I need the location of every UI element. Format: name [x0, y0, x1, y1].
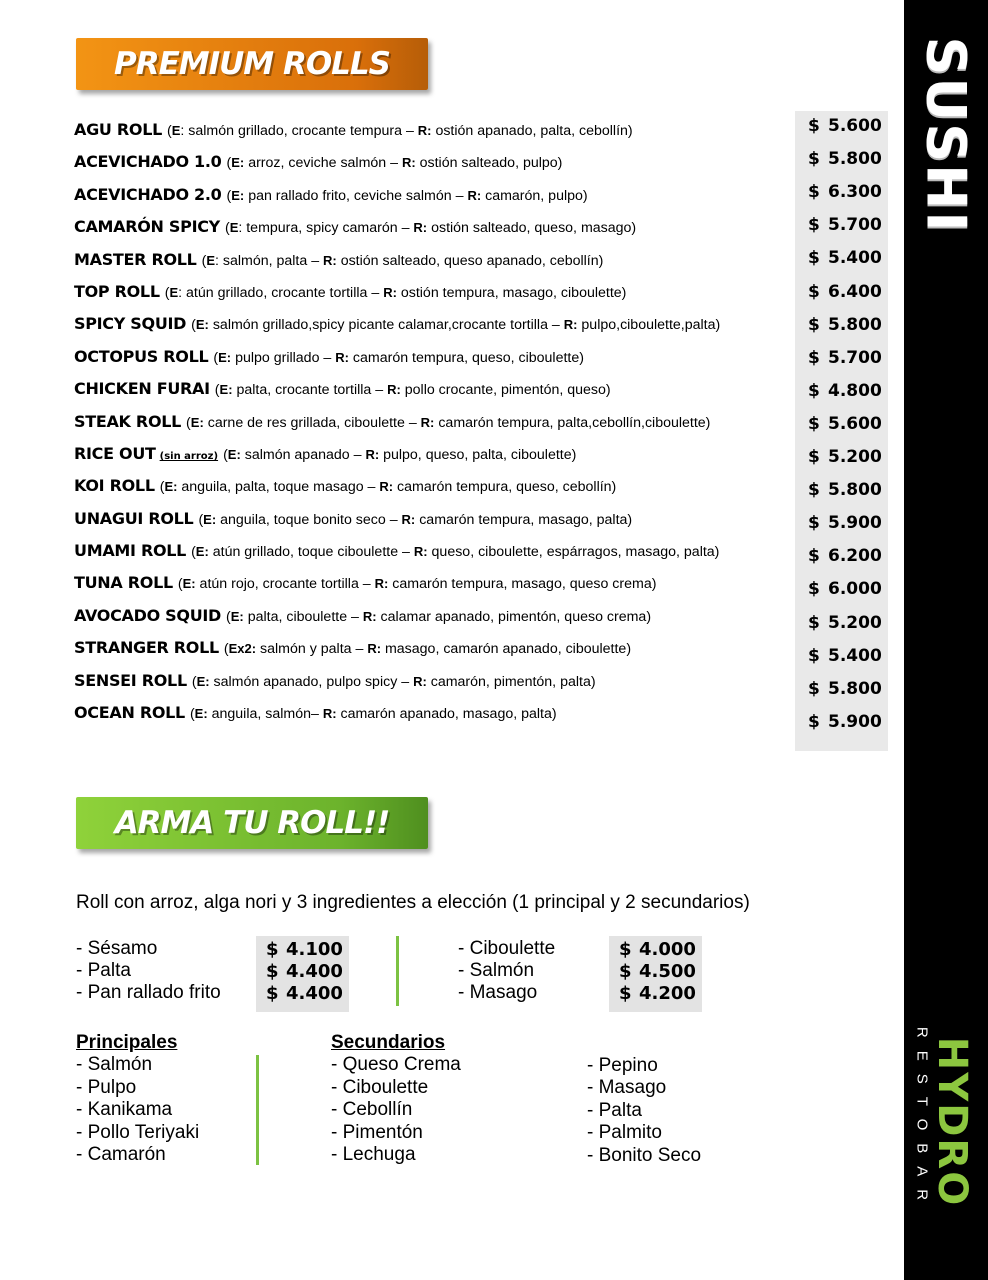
- roll-price: $ 5.800: [808, 149, 882, 170]
- roll-description: (E: palta, ciboulette – R: calamar apanado, pimentón, queso crema): [226, 608, 652, 625]
- extra-price: $ 4.200: [619, 983, 696, 1004]
- brand-logo: HYDRO: [929, 1036, 975, 1208]
- roll-relleno-label: R:: [365, 446, 380, 462]
- roll-price: $ 5.400: [808, 248, 882, 269]
- extra-price: $ 4.400: [266, 961, 343, 982]
- list-item: - Pepino: [587, 1054, 658, 1076]
- roll-name: TOP ROLL: [74, 281, 160, 301]
- extra-price: $ 4.100: [266, 939, 343, 960]
- arma-tu-roll-banner: [76, 797, 428, 849]
- roll-description: (E: carne de res grillada, ciboulette – R: camarón tempura, palta,cebollín,ciboulette): [186, 414, 711, 431]
- roll-relleno-label: R:: [374, 576, 389, 592]
- list-item: - Pulpo: [76, 1076, 137, 1098]
- roll-description: (E: pan rallado frito, ceviche salmón – R: camarón, pulpo): [226, 187, 588, 204]
- roll-exterior-label: E:: [219, 382, 233, 398]
- roll-price: $ 5.200: [808, 612, 882, 633]
- principales-list: [76, 1032, 199, 1167]
- roll-note: (sin arroz): [159, 450, 219, 462]
- extra-item: - Palta: [76, 960, 131, 981]
- roll-name: RICE OUT: [74, 443, 156, 463]
- list-item: - Camarón: [76, 1144, 166, 1165]
- roll-price: $ 5.200: [808, 447, 882, 467]
- premium-rolls-list: [74, 120, 794, 735]
- roll-exterior-label: E:: [227, 446, 241, 462]
- roll-relleno-label: R:: [563, 317, 578, 333]
- roll-item: [74, 217, 794, 249]
- roll-relleno-label: R:: [387, 382, 401, 398]
- extra-item: - Sésamo: [76, 938, 158, 959]
- roll-item: [74, 185, 794, 217]
- roll-relleno-label: R:: [323, 252, 337, 268]
- roll-exterior-label: Ex2:: [228, 641, 257, 657]
- roll-price: $ 6.000: [808, 579, 882, 600]
- roll-name: SPICY SQUID: [74, 314, 187, 334]
- extras-left-list: [76, 938, 221, 1004]
- premium-rolls-title: PREMIUM ROLLS: [113, 46, 391, 82]
- roll-name: OCEAN ROLL: [74, 703, 185, 723]
- roll-relleno-label: R:: [420, 414, 435, 430]
- roll-exterior-label: E:: [195, 317, 209, 333]
- roll-relleno-label: R:: [383, 284, 397, 300]
- roll-price: $ 6.200: [808, 546, 882, 567]
- roll-name: STEAK ROLL: [74, 411, 182, 431]
- roll-exterior-label: E:: [230, 608, 244, 624]
- roll-price: $ 5.700: [808, 215, 882, 236]
- roll-item: [74, 379, 794, 411]
- roll-description: (E: salmón grillado,spicy picante calamar,crocante tortilla – R: pulpo,ciboulette,palta): [191, 317, 721, 334]
- extra-item: - Masago: [458, 982, 538, 1003]
- roll-item: [74, 606, 794, 638]
- roll-exterior-label: E:: [182, 576, 196, 592]
- roll-item: [74, 444, 794, 476]
- extra-item: - Salmón: [458, 960, 535, 981]
- roll-item: [74, 638, 794, 670]
- list-item: - Masago: [587, 1077, 667, 1098]
- roll-name: SENSEI ROLL: [74, 670, 187, 690]
- roll-description: (E: anguila, toque bonito seco – R: camarón tempura, masago, palta): [198, 511, 633, 528]
- roll-item: [74, 509, 794, 541]
- roll-price: $ 5.800: [808, 314, 882, 335]
- list-item: - Bonito Seco: [587, 1144, 702, 1166]
- roll-exterior-label: E:: [195, 544, 209, 560]
- roll-price: $ 5.800: [808, 480, 882, 501]
- arma-intro-text: Roll con arroz, alga nori y 3 ingredientes a elección (1 principal y 2 secundarios): [76, 892, 750, 913]
- secundarios-list-2: [587, 1055, 701, 1168]
- roll-item: [74, 703, 794, 735]
- roll-relleno-label: R:: [413, 220, 428, 236]
- roll-exterior-label: E:: [231, 187, 245, 203]
- roll-name: ACEVICHADO 1.0: [74, 152, 222, 172]
- list-item: - Lechuga: [331, 1144, 416, 1165]
- list-item: - Palta: [587, 1099, 642, 1121]
- roll-item: [74, 120, 794, 152]
- roll-name: AGU ROLL: [74, 120, 162, 139]
- roll-name: CHICKEN FURAI: [74, 379, 210, 399]
- roll-price: $ 5.900: [808, 711, 882, 732]
- roll-exterior-label: E:: [231, 155, 245, 171]
- roll-exterior-label: E: [171, 123, 181, 138]
- principales-title: Principales: [76, 1032, 178, 1053]
- roll-relleno-label: R:: [322, 706, 337, 722]
- roll-description: (E: atún rojo, crocante tortilla – R: camarón tempura, masago, queso crema): [177, 576, 657, 593]
- roll-item: [74, 412, 794, 444]
- roll-price: $ 5.400: [808, 645, 882, 666]
- divider-line: [396, 936, 399, 1006]
- roll-price: $ 5.600: [808, 116, 882, 136]
- extras-right-list: [458, 938, 555, 1004]
- roll-name: OCTOPUS ROLL: [74, 346, 209, 366]
- roll-description: (E: salmón apanado – R: pulpo, queso, palta, ciboulette): [223, 446, 577, 463]
- list-item: - Palmito: [587, 1122, 662, 1143]
- roll-name: ACEVICHADO 2.0: [74, 184, 222, 204]
- extra-item: - Ciboulette: [458, 938, 556, 959]
- list-item: - Pollo Teriyaki: [76, 1121, 200, 1143]
- side-title: SUSHI: [914, 36, 978, 234]
- extra-price: $ 4.000: [619, 939, 696, 960]
- roll-description: (E: salmón grillado, crocante tempura – R: ostión apanado, palta, cebollín): [167, 123, 633, 139]
- roll-description: (E: anguila, palta, toque masago – R: camarón tempura, queso, cebollín): [159, 479, 617, 496]
- roll-description: (E: salmón apanado, pulpo spicy – R: camarón, pimentón, palta): [191, 673, 596, 690]
- roll-relleno-label: R:: [367, 641, 382, 657]
- roll-item: [74, 152, 794, 184]
- roll-exterior-label: E: [169, 284, 179, 300]
- roll-relleno-label: R:: [413, 673, 427, 689]
- list-item: - Pimentón: [331, 1121, 423, 1143]
- roll-exterior-label: E:: [203, 511, 217, 527]
- roll-item: [74, 476, 794, 508]
- roll-item: [74, 347, 794, 379]
- roll-price: $ 6.400: [808, 281, 882, 302]
- roll-description: (E: arroz, ceviche salmón – R: ostión salteado, pulpo): [226, 155, 563, 172]
- roll-relleno-label: R:: [362, 608, 377, 624]
- roll-exterior-label: E:: [196, 673, 210, 689]
- roll-relleno-label: R:: [335, 349, 349, 365]
- arma-tu-roll-title: ARMA TU ROLL!!: [114, 805, 390, 841]
- roll-name: CAMARÓN SPICY: [74, 217, 220, 237]
- roll-item: [74, 671, 794, 703]
- roll-item: [74, 573, 794, 605]
- roll-price: $ 5.800: [808, 678, 882, 699]
- roll-item: [74, 282, 794, 314]
- roll-description: (E: atún grillado, toque ciboulette – R: queso, ciboulette, espárragos, masago, palta): [191, 544, 720, 561]
- roll-name: UNAGUI ROLL: [74, 508, 194, 528]
- roll-name: KOI ROLL: [74, 476, 155, 496]
- extra-item: - Pan rallado frito: [76, 982, 221, 1003]
- extras-left-prices: [256, 936, 349, 1012]
- roll-item: [74, 250, 794, 282]
- roll-description: (E: pulpo grillado – R: camarón tempura, queso, ciboulette): [213, 349, 584, 366]
- extra-price: $ 4.400: [266, 983, 343, 1004]
- roll-relleno-label: R:: [401, 511, 416, 527]
- brand-logo-subtitle: RESTOBAR: [913, 1026, 931, 1214]
- roll-description: (Ex2: salmón y palta – R: masago, camarón apanado, ciboulette): [223, 641, 632, 658]
- roll-exterior-label: E: [229, 220, 239, 236]
- roll-relleno-label: R:: [413, 544, 428, 560]
- roll-description: (E: tempura, spicy camarón – R: ostión salteado, queso, masago): [224, 220, 637, 237]
- roll-name: AVOCADO SQUID: [74, 605, 222, 625]
- premium-rolls-banner: [76, 38, 428, 90]
- roll-relleno-label: R:: [417, 123, 432, 138]
- roll-price: $ 4.800: [808, 380, 882, 401]
- list-item: - Kanikama: [76, 1099, 173, 1120]
- roll-description: (E: salmón, palta – R: ostión salteado, queso apanado, cebollín): [201, 252, 604, 269]
- roll-exterior-label: E:: [218, 349, 232, 365]
- list-item: - Ciboulette: [331, 1076, 429, 1098]
- roll-exterior-label: E:: [190, 414, 204, 430]
- roll-name: MASTER ROLL: [74, 249, 197, 269]
- extras-right-prices: [609, 936, 702, 1012]
- secundarios-list: [331, 1032, 461, 1167]
- list-item: - Salmón: [76, 1054, 153, 1075]
- roll-item: [74, 314, 794, 346]
- roll-exterior-label: E: [206, 252, 215, 268]
- roll-exterior-label: E:: [164, 479, 178, 495]
- roll-item: [74, 541, 794, 573]
- list-item: - Queso Crema: [331, 1054, 461, 1075]
- roll-exterior-label: E:: [194, 706, 208, 722]
- roll-name: STRANGER ROLL: [74, 638, 219, 658]
- divider-line: [256, 1055, 259, 1165]
- roll-relleno-label: R:: [401, 155, 416, 171]
- roll-price: $ 5.900: [808, 513, 882, 534]
- roll-price: $ 5.600: [808, 413, 882, 434]
- secundarios-title: Secundarios: [331, 1032, 446, 1053]
- list-item: - Cebollín: [331, 1099, 413, 1120]
- roll-name: UMAMI ROLL: [74, 541, 187, 561]
- roll-name: TUNA ROLL: [74, 573, 173, 593]
- roll-relleno-label: R:: [467, 187, 482, 203]
- roll-relleno-label: R:: [379, 479, 394, 495]
- roll-price: $ 5.700: [808, 347, 882, 368]
- roll-description: (E: anguila, salmón– R: camarón apanado, masago, palta): [189, 706, 557, 723]
- extra-price: $ 4.500: [619, 961, 696, 982]
- roll-description: (E: atún grillado, crocante tortilla – R: ostión tempura, masago, ciboulette): [164, 284, 627, 301]
- roll-price: $ 6.300: [808, 182, 882, 203]
- roll-description: (E: palta, crocante tortilla – R: pollo crocante, pimentón, queso): [214, 382, 611, 399]
